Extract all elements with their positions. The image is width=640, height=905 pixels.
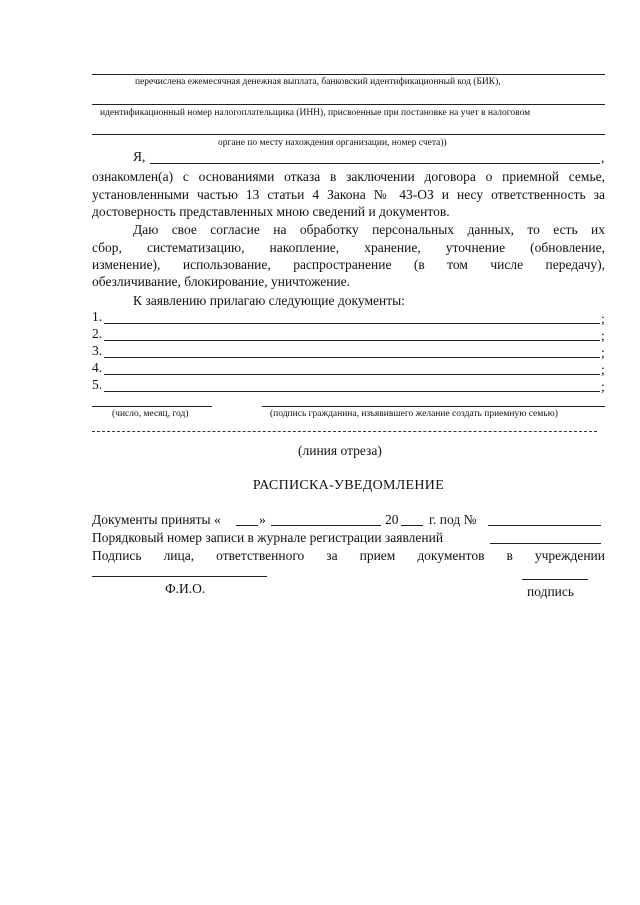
attachment-number: 2.	[92, 326, 103, 341]
date-caption: (число, месяц, год)	[112, 409, 189, 419]
attachment-end: ;	[601, 345, 605, 360]
attachment-end: ;	[601, 328, 605, 343]
accepted-day-field[interactable]	[236, 525, 258, 526]
consent-line-2: сбор, систематизацию, накопление, хранение, уточнение (обновление,	[92, 240, 605, 255]
attachment-field-4[interactable]	[104, 374, 600, 375]
fio-caption: Ф.И.О.	[165, 581, 206, 596]
accepted-number-label: г. под №	[429, 512, 477, 527]
record-number-label: Порядковый номер записи в журнале регистрации заявлений	[92, 530, 444, 545]
attachment-number: 3.	[92, 343, 103, 358]
accepted-year-prefix: 20	[385, 512, 399, 527]
attachment-end: ;	[601, 362, 605, 377]
header-caption-2: идентификационный номер налогоплательщика (ИНН), присвоенные при постановке на учет в налоговом	[100, 108, 531, 118]
accepted-number-field[interactable]	[488, 525, 601, 526]
signature-caption: (подпись гражданина, изъявившего желание создать приемную семью)	[270, 409, 558, 419]
accepted-quote-close: »	[259, 512, 266, 527]
attachment-field-1[interactable]	[104, 323, 600, 324]
acquaint-line-3: достоверность представленных мною сведений и документов.	[92, 204, 450, 219]
acquaint-line-2: установленными частью 13 статьи 4 Закона № 43-ОЗ и несу ответственность за	[92, 187, 605, 202]
header-caption-1: перечислена ежемесячная денежная выплата, банковский идентификационный код (БИК),	[135, 77, 501, 87]
fio-field[interactable]	[92, 576, 267, 577]
acquaint-line-1: ознакомлен(а) с основаниями отказа в заключении договора о приемной семье,	[92, 169, 605, 184]
consent-line-1: Даю свое согласие на обработку персональных данных, то есть их	[133, 222, 605, 237]
attachment-field-3[interactable]	[104, 357, 600, 358]
accepted-month-field[interactable]	[271, 525, 381, 526]
responsible-signature-field[interactable]	[522, 579, 588, 580]
attachment-field-5[interactable]	[104, 391, 600, 392]
accepted-prefix: Документы приняты «	[92, 512, 221, 527]
header-rule-1	[92, 74, 605, 75]
cut-dashed-line	[92, 431, 597, 432]
applicant-signature-field[interactable]	[262, 406, 605, 407]
attachment-field-2[interactable]	[104, 340, 600, 341]
attachment-number: 4.	[92, 360, 103, 375]
date-field[interactable]	[92, 406, 212, 407]
consent-line-3: изменение), использование, распространение (в том числе передачу),	[92, 257, 605, 272]
attachment-end: ;	[601, 311, 605, 326]
header-caption-3: органе по месту нахождения организации, номер счета))	[218, 138, 447, 148]
receipt-title: РАСПИСКА-УВЕДОМЛЕНИЕ	[252, 478, 445, 493]
attachment-number: 1.	[92, 309, 103, 324]
attachments-label: К заявлению прилагаю следующие документы:	[133, 293, 405, 308]
responsible-sign-line: Подпись лица, ответственного за прием документов в учреждении	[92, 548, 605, 563]
signature-label: подпись	[527, 584, 575, 599]
record-number-field[interactable]	[490, 543, 601, 544]
ya-comma: ,	[601, 150, 605, 165]
cut-line-label: (линия отреза)	[298, 443, 382, 458]
accepted-year-field[interactable]	[401, 525, 423, 526]
header-rule-3	[92, 134, 605, 135]
consent-line-4: обезличивание, блокирование, уничтожение.	[92, 274, 351, 289]
attachment-end: ;	[601, 379, 605, 394]
applicant-name-field[interactable]	[150, 163, 600, 164]
attachment-number: 5.	[92, 377, 103, 392]
header-rule-2	[92, 104, 605, 105]
ya-label: Я,	[133, 149, 146, 164]
